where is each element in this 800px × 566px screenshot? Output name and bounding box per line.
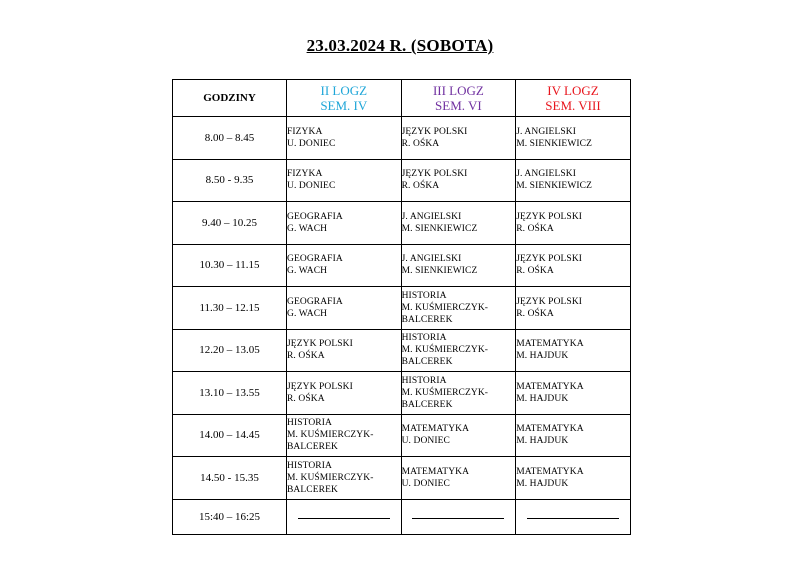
- subject-name: HISTORIA: [401, 375, 447, 386]
- lesson-cell: [401, 287, 516, 330]
- subject-name: GEOGRAFIA: [287, 296, 343, 307]
- subject-name: GEOGRAFIA: [287, 254, 343, 265]
- subject-name: FIZYKA: [287, 169, 323, 180]
- teacher-name: R. OŚKA: [287, 351, 325, 362]
- teacher-name: BALCEREK: [401, 399, 453, 410]
- lesson-cell: [287, 372, 402, 415]
- subject-name: HISTORIA: [287, 460, 332, 471]
- teacher-name: M. SIENKIEWICZ: [516, 181, 592, 192]
- teacher-name: G. WACH: [287, 308, 328, 319]
- lesson-cell: [287, 457, 402, 500]
- time-slot: 14.50 - 15.35: [173, 457, 287, 500]
- lesson-cell: [516, 287, 631, 330]
- empty-slot-line: [412, 518, 504, 519]
- group-semester: SEM. VIII: [545, 98, 601, 113]
- subject-name: GEOGRAFIA: [287, 211, 343, 222]
- table-row: [173, 457, 631, 500]
- teacher-name: U. DONIEC: [401, 436, 450, 447]
- lesson-cell: [401, 372, 516, 415]
- lesson-cell: [401, 499, 516, 534]
- teacher-name: R. OŚKA: [401, 138, 440, 149]
- lesson-cell: [401, 159, 516, 202]
- teacher-name: R. OŚKA: [516, 223, 554, 234]
- lesson-cell: [516, 202, 631, 245]
- subject-name: JĘZYK POLSKI: [401, 126, 468, 137]
- lesson-cell: [401, 329, 516, 372]
- teacher-name: M. SIENKIEWICZ: [401, 266, 478, 277]
- subject-name: JĘZYK POLSKI: [516, 296, 583, 307]
- teacher-name: U. DONIEC: [401, 478, 450, 489]
- lesson-cell: [516, 117, 631, 160]
- teacher-name: M. KUŚMIERCZYK-: [287, 472, 374, 483]
- teacher-name: G. WACH: [287, 223, 328, 234]
- subject-name: J. ANGIELSKI: [516, 169, 576, 180]
- group-name: II LOGZ: [320, 83, 368, 98]
- table-row: [173, 414, 631, 457]
- table-row: [173, 202, 631, 245]
- subject-name: MATEMATYKA: [516, 424, 584, 435]
- lesson-cell: [401, 202, 516, 245]
- subject-name: HISTORIA: [401, 333, 447, 344]
- subject-name: JĘZYK POLSKI: [516, 254, 583, 265]
- lesson-cell: [401, 414, 516, 457]
- lesson-cell: [287, 244, 402, 287]
- subject-name: JĘZYK POLSKI: [401, 169, 468, 180]
- teacher-name: M. HAJDUK: [516, 351, 569, 362]
- lesson-cell: [516, 244, 631, 287]
- lesson-cell: [516, 159, 631, 202]
- subject-name: JĘZYK POLSKI: [287, 381, 353, 392]
- subject-name: MATEMATYKA: [516, 466, 584, 477]
- teacher-name: R. OŚKA: [401, 181, 440, 192]
- time-slot: 13.10 – 13.55: [173, 372, 287, 415]
- teacher-name: BALCEREK: [287, 442, 338, 453]
- time-slot: 15:40 – 16:25: [173, 499, 287, 534]
- time-slot: 8.50 - 9.35: [173, 159, 287, 202]
- group-header: [401, 80, 516, 117]
- subject-name: J. ANGIELSKI: [401, 254, 462, 265]
- subject-name: JĘZYK POLSKI: [287, 339, 353, 350]
- teacher-name: M. HAJDUK: [516, 478, 569, 489]
- teacher-name: R. OŚKA: [287, 393, 325, 404]
- page-title: 23.03.2024 R. (SOBOTA): [306, 36, 494, 55]
- lesson-cell: [287, 117, 402, 160]
- time-slot: 12.20 – 13.05: [173, 329, 287, 372]
- group-semester: SEM. IV: [320, 98, 368, 113]
- group-semester: SEM. VI: [435, 98, 482, 113]
- teacher-name: G. WACH: [287, 266, 328, 277]
- lesson-cell: [516, 457, 631, 500]
- table-row: [173, 372, 631, 415]
- lesson-cell: [401, 457, 516, 500]
- teacher-name: R. OŚKA: [516, 266, 554, 277]
- teacher-name: M. KUŚMIERCZYK-: [401, 302, 489, 313]
- teacher-name: M. SIENKIEWICZ: [401, 223, 478, 234]
- teacher-name: M. SIENKIEWICZ: [516, 138, 592, 149]
- subject-name: MATEMATYKA: [516, 381, 584, 392]
- table-row: [173, 244, 631, 287]
- time-slot: 10.30 – 11.15: [173, 244, 287, 287]
- subject-name: J. ANGIELSKI: [401, 211, 462, 222]
- subject-name: JĘZYK POLSKI: [516, 211, 583, 222]
- time-slot: 11.30 – 12.15: [173, 287, 287, 330]
- schedule-table: [172, 79, 631, 535]
- lesson-cell: [287, 499, 402, 534]
- teacher-name: M. HAJDUK: [516, 393, 569, 404]
- lesson-cell: [401, 244, 516, 287]
- subject-name: MATEMATYKA: [516, 339, 584, 350]
- lesson-cell: [287, 414, 402, 457]
- teacher-name: M. KUŚMIERCZYK-: [401, 345, 489, 356]
- lesson-cell: [287, 287, 402, 330]
- lesson-cell: [516, 499, 631, 534]
- teacher-name: M. KUŚMIERCZYK-: [401, 387, 489, 398]
- teacher-name: BALCEREK: [401, 357, 453, 368]
- header-row: [173, 80, 631, 117]
- subject-name: J. ANGIELSKI: [516, 126, 576, 137]
- hours-header: GODZINY: [173, 80, 287, 117]
- lesson-cell: [516, 372, 631, 415]
- subject-name: HISTORIA: [401, 290, 447, 301]
- lesson-cell: [287, 159, 402, 202]
- teacher-name: R. OŚKA: [516, 308, 554, 319]
- teacher-name: U. DONIEC: [287, 138, 336, 149]
- group-header: [287, 80, 402, 117]
- teacher-name: M. HAJDUK: [516, 436, 569, 447]
- table-row: [173, 329, 631, 372]
- empty-slot-line: [298, 518, 390, 519]
- time-slot: 8.00 – 8.45: [173, 117, 287, 160]
- group-name: IV LOGZ: [547, 83, 599, 98]
- empty-slot-line: [527, 518, 619, 519]
- lesson-cell: [287, 202, 402, 245]
- time-slot: 14.00 – 14.45: [173, 414, 287, 457]
- subject-name: MATEMATYKA: [401, 424, 470, 435]
- table-row: [173, 117, 631, 160]
- teacher-name: BALCEREK: [401, 314, 453, 325]
- lesson-cell: [401, 117, 516, 160]
- lesson-cell: [287, 329, 402, 372]
- time-slot: 9.40 – 10.25: [173, 202, 287, 245]
- lesson-cell: [516, 329, 631, 372]
- group-header: [516, 80, 631, 117]
- table-row: [173, 287, 631, 330]
- table-row: [173, 159, 631, 202]
- group-name: III LOGZ: [432, 83, 484, 98]
- table-row: [173, 499, 631, 534]
- lesson-cell: [516, 414, 631, 457]
- subject-name: FIZYKA: [287, 126, 323, 137]
- subject-name: MATEMATYKA: [401, 466, 470, 477]
- subject-name: HISTORIA: [287, 418, 332, 429]
- teacher-name: U. DONIEC: [287, 181, 336, 192]
- teacher-name: BALCEREK: [287, 484, 338, 495]
- teacher-name: M. KUŚMIERCZYK-: [287, 430, 374, 441]
